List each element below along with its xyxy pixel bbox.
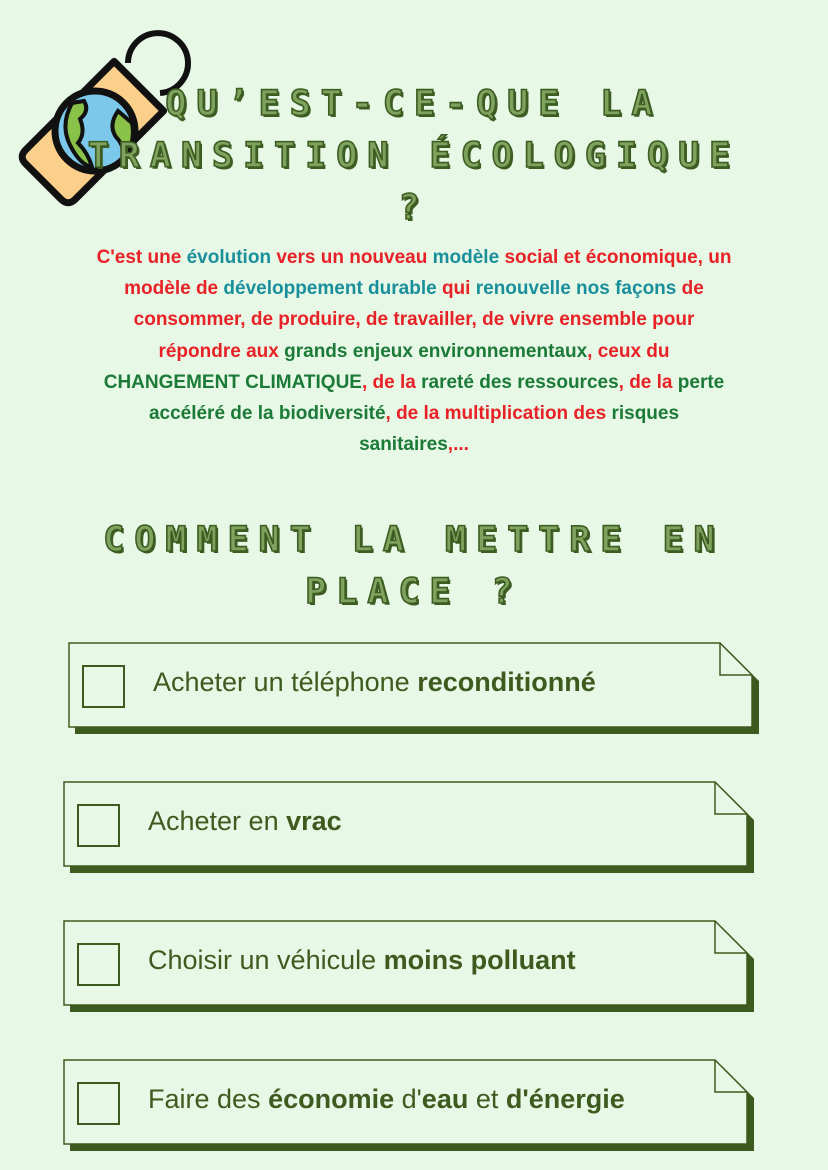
- label-part: Faire des: [148, 1084, 269, 1114]
- paragraph-segment: accéléré de la biodiversité: [148, 403, 386, 425]
- label-part: Acheter un téléphone: [153, 667, 418, 697]
- paragraph-segment: ,...: [447, 434, 469, 456]
- paragraph-segment: , de la: [618, 371, 678, 393]
- main-title: [0, 78, 828, 234]
- label-part: et: [468, 1084, 506, 1114]
- paragraph-segment: modèle: [432, 247, 505, 268]
- paragraph-segment: risques: [611, 403, 680, 425]
- paragraph-line: [0, 336, 828, 367]
- paragraph-line: [0, 367, 828, 398]
- paragraph-segment: CHANGEMENT CLIMATIQUE: [103, 371, 362, 393]
- checkbox[interactable]: [77, 804, 120, 847]
- paragraph-segment: modèle de: [124, 278, 224, 300]
- checklist-label: [153, 642, 596, 722]
- paragraph-segment: rareté des ressources: [421, 371, 619, 393]
- paragraph-segment: développement durable: [223, 278, 442, 300]
- checklist-item[interactable]: [63, 920, 747, 1005]
- checkbox[interactable]: [77, 943, 120, 986]
- label-part: vrac: [286, 806, 342, 836]
- paragraph-segment: , de la: [361, 371, 422, 393]
- checklist-label: [148, 781, 342, 861]
- paragraph-segment: évolution: [186, 247, 277, 268]
- paragraph-segment: social et économique, un: [504, 247, 732, 268]
- paragraph-segment: grands enjeux environnementaux: [284, 340, 588, 362]
- label-part: Choisir un véhicule: [148, 945, 384, 975]
- checklist-item[interactable]: [63, 1059, 747, 1144]
- label-part: d': [394, 1084, 422, 1114]
- paragraph-segment: , ceux du: [587, 340, 670, 362]
- paragraph-line: [0, 429, 828, 460]
- section-title: [0, 514, 828, 618]
- paragraph-segment: C'est une: [96, 247, 187, 268]
- label-part: reconditionné: [417, 667, 596, 697]
- label-part: économie: [268, 1084, 395, 1114]
- title-line: ?: [398, 188, 430, 228]
- label-part: moins polluant: [383, 945, 576, 975]
- paragraph-segment: perte: [677, 371, 725, 393]
- title-line: TRANSITION ÉCOLOGIQUE: [87, 136, 741, 176]
- paragraph-segment: sanitaires: [359, 434, 448, 456]
- checkbox[interactable]: [82, 665, 125, 708]
- label-part: eau: [421, 1084, 469, 1114]
- paragraph-segment: de: [681, 278, 704, 300]
- paragraph-line: [0, 273, 828, 304]
- paragraph-segment: consommer, de produire, de travailler, de vivre ensemble pour: [133, 309, 695, 331]
- paragraph-segment: vers un nouveau: [276, 247, 433, 268]
- paragraph-segment: renouvelle nos façons: [475, 278, 682, 300]
- label-part: d'énergie: [505, 1084, 625, 1114]
- checkbox[interactable]: [77, 1082, 120, 1125]
- checklist-item[interactable]: [68, 642, 752, 727]
- definition-paragraph: [0, 242, 828, 460]
- checklist-label: [148, 1059, 625, 1139]
- paragraph-line: [0, 398, 828, 429]
- paragraph-segment: , de la multiplication des: [385, 403, 612, 425]
- checklist-item[interactable]: [63, 781, 747, 866]
- label-part: Acheter en: [148, 806, 287, 836]
- checklist-label: [148, 920, 576, 1000]
- title-line: QU’EST-CE-QUE LA: [165, 84, 663, 124]
- title-line: COMMENT LA METTRE EN: [103, 520, 725, 560]
- paragraph-line: [0, 304, 828, 335]
- paragraph-line: [0, 242, 828, 273]
- paragraph-segment: qui: [441, 278, 476, 300]
- title-line: PLACE ?: [305, 572, 523, 612]
- paragraph-segment: répondre aux: [158, 340, 285, 362]
